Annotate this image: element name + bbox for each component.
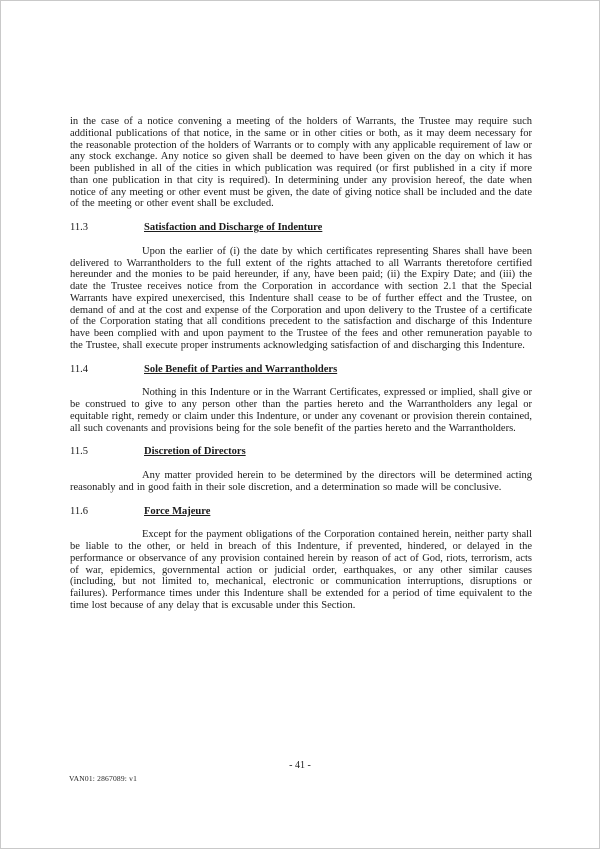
section-11-4: [70, 364, 532, 435]
document-content: [70, 116, 532, 624]
section-title: Satisfaction and Discharge of Indenture: [144, 222, 323, 233]
section-11-3: [70, 222, 532, 352]
section-number: 11.6: [70, 505, 88, 517]
page-number: - 41 -: [289, 760, 311, 771]
section-11-6: [70, 506, 532, 612]
section-title: Sole Benefit of Parties and Warrantholders: [144, 363, 338, 375]
section-body: Except for the payment obligations of the Corporation contained herein, neither party shall be liable to the other, or held in breach of this Indenture, if prevented, hindered, or delayed in the performance or observance of any provision contained herein by reason of act of God, riots, terrorism, acts of war, epidemics, governmental action or judicial order, earthquakes, or any other similar causes (including, but not limited to, mechanical, electronic or communication interruptions, disruptions or failures). Performance times under this Indenture shall be extended for a period of time equivalent to the time lost because of any delay that is excusable under this Section.: [70, 529, 532, 611]
section-body: Nothing in this Indenture or in the Warrant Certificates, expressed or implied, shall give or be construed to give to any person other than the parties hereto and the Warrantholders any legal or equitable right, remedy or claim under this Indenture, or under any covenant or provision therein contained, all such covenants and provisions being for the sole benefit of the parties hereto and the Warrantholders.: [70, 387, 532, 434]
continuation-paragraph: in the case of a notice convening a meeting of the holders of Warrants, the Trustee may require such additional publications of that notice, in the same or in other cities or both, as it may deem necessary for the reasonable protection of the holders of Warrants or to comply with any applicable requirement of law or any stock exchange. Any notice so given shall be deemed to have been given on the day on which it has been published in all of the cities in which publication was required (or first published in a city if more than one publication in that city is required). In determining under any provision hereof, the date when notice of any meeting or other event must be given, the date of giving notice shall be included and the date of the meeting or other event shall be excluded.: [70, 116, 532, 210]
section-heading: [70, 506, 532, 518]
section-number: 11.5: [70, 446, 88, 458]
section-heading: [70, 222, 532, 234]
section-heading: [70, 364, 532, 376]
section-11-5: [70, 446, 532, 493]
section-body: Upon the earlier of (i) the date by which certificates representing Shares shall have been delivered to Warrantholders to the full extent of the rights attached to all Warrants theretofore certified hereunder and the monies to be paid hereunder, if any, have been paid; (ii) the Expiry Date; and (iii) the date the Trustee receives notice from the Corporation in accordance with section 2.1 that the Special Warrants have expired unexercised, this Indenture shall cease to be of further effect and the Trustee, on demand of and at the cost and expense of the Corporation and upon delivery to the Trustee of a certificate of the Corporation stating that all conditions precedent to the satisfaction and discharge of this Indenture have been complied with and upon payment to the Trustee of the fees and other remuneration payable to the Trustee, shall execute proper instruments acknowledging satisfaction of and discharging this Indenture.: [70, 245, 532, 351]
section-body: Any matter provided herein to be determined by the directors will be determined acting reasonably and in good faith in their sole discretion, and a determination so made will be conclusive.: [70, 470, 532, 493]
section-title: Force Majeure: [144, 505, 211, 517]
section-number: 11.4: [70, 363, 88, 375]
section-heading: [70, 446, 532, 458]
section-title: Discretion of Directors: [144, 446, 246, 458]
section-number: 11.3: [70, 222, 88, 233]
document-id-footer: VAN01: 2867089: v1: [69, 774, 138, 783]
